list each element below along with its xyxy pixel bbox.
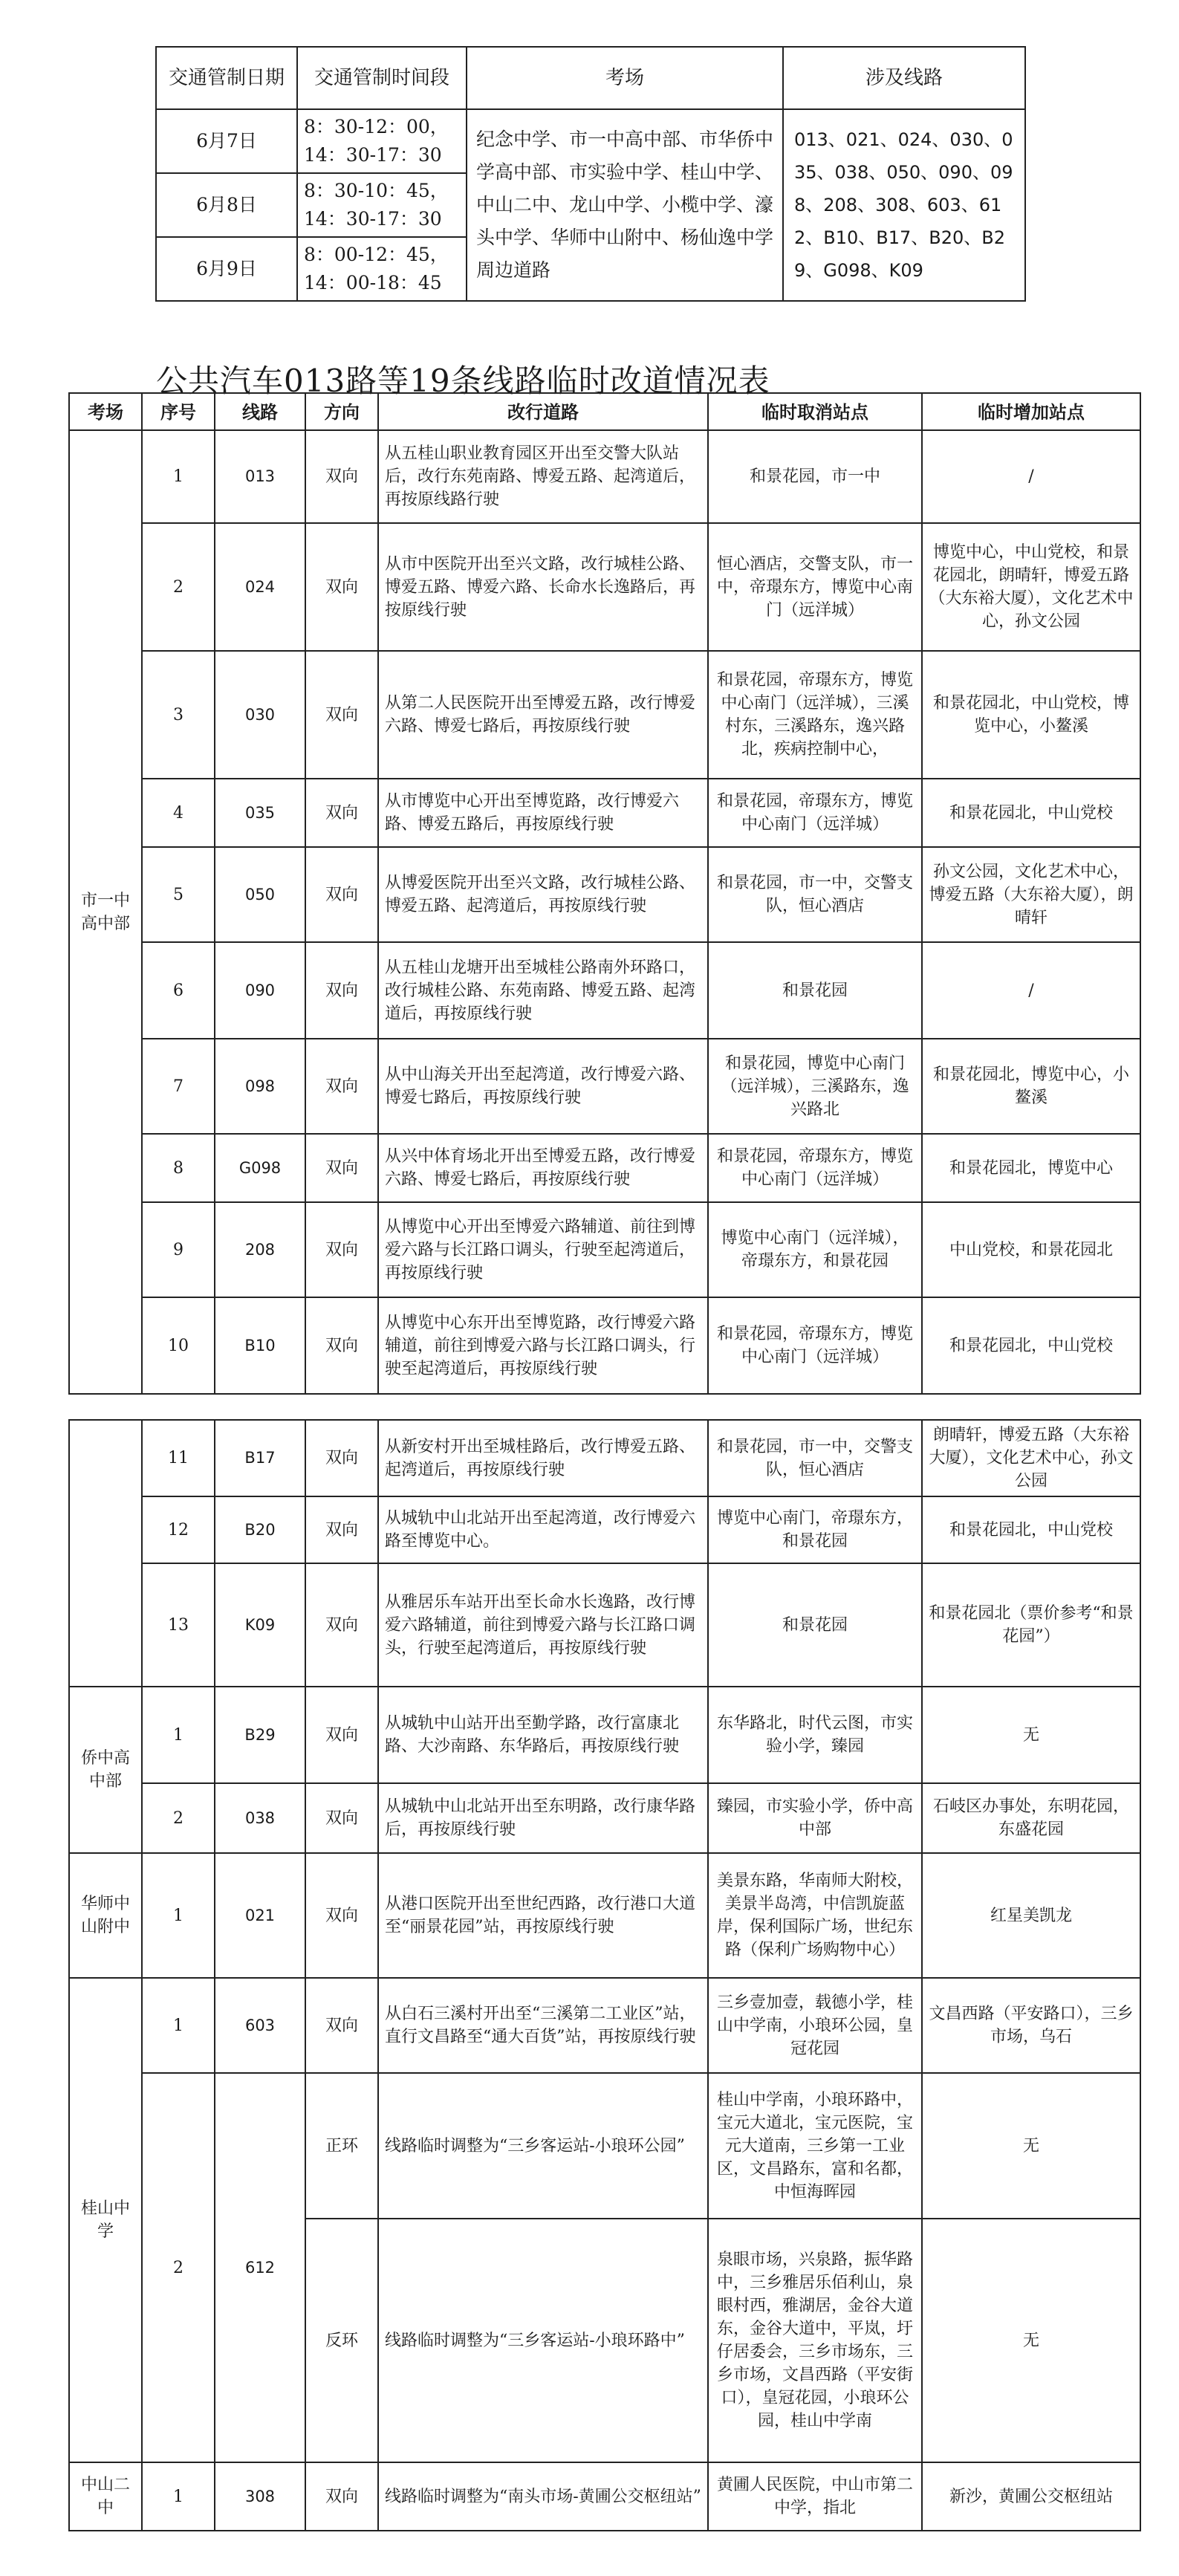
row-route: 021 (215, 1853, 305, 1978)
row-added: 和景花园北，博览中心 (922, 1134, 1140, 1202)
row-cancelled: 和景花园，市一中，交警支队，恒心酒店 (708, 847, 922, 942)
row-detour: 从新安村开出至城桂路后，改行博爱五路、起湾道后，再按原线行驶 (378, 1420, 708, 1496)
row-no: 10 (142, 1297, 215, 1394)
row-detour: 线路临时调整为“南头市场-黄圃公交枢纽站” (378, 2462, 708, 2531)
row-detour: 从雅居乐车站开出至长命水长逸路，改行博爱六路辅道，前往到博爱六路与长江路口调头，行驶至起湾道后，再按原线行驶 (378, 1563, 708, 1687)
row-no: 1 (142, 430, 215, 523)
row-cancelled: 桂山中学南，小琅环路中，宝元大道北，宝元医院，宝元大道南，三乡第一工业区，文昌路东，富和名都，中恒海晖园 (708, 2073, 922, 2219)
header-cancelled-stops: 临时取消站点 (708, 393, 922, 430)
row-added: 和景花园北，中山党校，博览中心，小鳌溪 (922, 651, 1140, 779)
row-direction: 反环 (305, 2219, 378, 2462)
row-route: G098 (215, 1134, 305, 1202)
control-header-venue: 考场 (467, 47, 783, 109)
row-direction: 双向 (305, 1496, 378, 1563)
row-detour: 从博爱医院开出至兴文路，改行城桂公路、博爱五路、起湾道后，再按原线行驶 (378, 847, 708, 942)
row-detour: 从中山海关开出至起湾道，改行博爱六路、博爱七路后，再按原线行驶 (378, 1039, 708, 1134)
row-cancelled: 三乡壹加壹，载德小学，桂山中学南，小琅环公园，皇冠花园 (708, 1978, 922, 2073)
row-cancelled: 东华路北，时代云图，市实验小学，臻园 (708, 1687, 922, 1783)
row-direction: 双向 (305, 523, 378, 651)
table-row (69, 1563, 1140, 1687)
row-no: 8 (142, 1134, 215, 1202)
row-added: 无 (922, 2219, 1140, 2462)
table-row (69, 2462, 1140, 2531)
row-cancelled: 黄圃人民医院，中山市第二中学，指北 (708, 2462, 922, 2531)
control-row (156, 109, 1025, 173)
control-routes: 013、021、024、030、035、038、050、090、098、208、308、603、612、B10、B17、B20、B29、G098、K09 (783, 109, 1025, 301)
row-direction: 正环 (305, 2073, 378, 2219)
row-route: B10 (215, 1297, 305, 1394)
row-cancelled: 泉眼市场，兴泉路，振华路中，三乡雅居乐佰利山，泉眼村西，雅湖居，金谷大道东，金谷大道中，平岚，圩仔居委会，三乡市场东，三乡市场，文昌西路（平安街口），皇冠花园，小琅环公园，桂山中学南 (708, 2219, 922, 2462)
row-no: 7 (142, 1039, 215, 1134)
table-row (69, 1420, 1140, 1496)
row-route: 090 (215, 942, 305, 1039)
row-detour: 从市博览中心开出至博览路，改行博爱六路、博爱五路后，再按原线行驶 (378, 779, 708, 847)
row-added: 红星美凯龙 (922, 1853, 1140, 1978)
row-cancelled: 和景花园，帝璟东方，博览中心南门（远洋城） (708, 1134, 922, 1202)
row-cancelled: 博览中心南门，帝璟东方，和景花园 (708, 1496, 922, 1563)
row-no: 6 (142, 942, 215, 1039)
control-header-routes: 涉及线路 (783, 47, 1025, 109)
detour-header-row (69, 393, 1140, 430)
row-detour: 从博览中心开出至博爱六路辅道、前往到博爱六路与长江路口调头，行驶至起湾道后，再按原线行驶 (378, 1202, 708, 1297)
row-detour: 从市中医院开出至兴文路，改行城桂公路、博爱五路、博爱六路、长命水长逸路后，再按原线行驶 (378, 523, 708, 651)
table-row (69, 942, 1140, 1039)
header-no: 序号 (142, 393, 215, 430)
row-no: 1 (142, 2462, 215, 2531)
venue-cell: 侨中高中部 (69, 1687, 142, 1853)
row-cancelled: 和景花园，帝璟东方，博览中心南门（远洋城） (708, 1297, 922, 1394)
venue-cell-continued (69, 1420, 142, 1687)
row-route: B29 (215, 1687, 305, 1783)
table-row (69, 1134, 1140, 1202)
row-added: 和景花园北（票价参考“和景花园”） (922, 1563, 1140, 1687)
row-detour: 从白石三溪村开出至“三溪第二工业区”站，直行文昌路至“通大百货”站，再按原线行驶 (378, 1978, 708, 2073)
row-no: 1 (142, 1978, 215, 2073)
row-route: B20 (215, 1496, 305, 1563)
row-added: 和景花园北，博览中心，小鳌溪 (922, 1039, 1140, 1134)
row-detour: 从五桂山职业教育园区开出至交警大队站后，改行东苑南路、博爱五路、起湾道后，再按原线路行驶 (378, 430, 708, 523)
row-detour: 线路临时调整为“三乡客运站-小琅环路中” (378, 2219, 708, 2462)
venue-cell: 市一中高中部 (69, 430, 142, 1394)
row-route: 035 (215, 779, 305, 847)
traffic-control-table (155, 46, 1026, 302)
row-no: 13 (142, 1563, 215, 1687)
row-no: 2 (142, 2073, 215, 2462)
row-added: 朗晴轩，博爱五路（大东裕大厦），文化艺术中心，孙文公园 (922, 1420, 1140, 1496)
table-row (69, 1496, 1140, 1563)
row-no: 11 (142, 1420, 215, 1496)
row-direction: 双向 (305, 651, 378, 779)
table-row (69, 1687, 1140, 1783)
table-row (69, 2073, 1140, 2219)
row-direction: 双向 (305, 1853, 378, 1978)
table-row (69, 1202, 1140, 1297)
control-time: 8：00-12：45，14：00-18：45 (297, 237, 467, 301)
row-added: 新沙，黄圃公交枢纽站 (922, 2462, 1140, 2531)
table-row (69, 1297, 1140, 1394)
table-row (69, 1039, 1140, 1134)
row-cancelled: 博览中心南门（远洋城），帝璟东方，和景花园 (708, 1202, 922, 1297)
row-added: 和景花园北，中山党校 (922, 1297, 1140, 1394)
control-time: 8：30-12：00，14：30-17：30 (297, 109, 467, 173)
venue-cell: 中山二中 (69, 2462, 142, 2531)
table-row (69, 430, 1140, 523)
row-no: 4 (142, 779, 215, 847)
row-cancelled: 和景花园，市一中，交警支队，恒心酒店 (708, 1420, 922, 1496)
row-direction: 双向 (305, 1783, 378, 1853)
row-detour: 从五桂山龙塘开出至城桂公路南外环路口，改行城桂公路、东苑南路、博爱五路、起湾道后，再按原线行驶 (378, 942, 708, 1039)
row-route: B17 (215, 1420, 305, 1496)
table-row (69, 779, 1140, 847)
control-header-time: 交通管制时间段 (297, 47, 467, 109)
row-no: 1 (142, 1853, 215, 1978)
control-date: 6月8日 (156, 173, 297, 237)
row-cancelled: 和景花园 (708, 942, 922, 1039)
detour-table (68, 392, 1141, 1395)
row-cancelled: 和景花园 (708, 1563, 922, 1687)
row-route: 050 (215, 847, 305, 942)
row-direction: 双向 (305, 1202, 378, 1297)
row-no: 3 (142, 651, 215, 779)
row-no: 2 (142, 523, 215, 651)
row-added: 中山党校，和景花园北 (922, 1202, 1140, 1297)
row-added: 无 (922, 1687, 1140, 1783)
row-cancelled: 和景花园，帝璟东方，博览中心南门（远洋城），三溪村东，三溪路东，逸兴路北，疾病控制中心， (708, 651, 922, 779)
control-date: 6月9日 (156, 237, 297, 301)
row-route: 208 (215, 1202, 305, 1297)
row-added: 孙文公园，文化艺术中心，博爱五路（大东裕大厦），朗晴轩 (922, 847, 1140, 942)
venue-cell: 桂山中学 (69, 1978, 142, 2462)
row-direction: 双向 (305, 1420, 378, 1496)
row-detour: 从城轨中山北站开出至起湾道，改行博爱六路至博览中心。 (378, 1496, 708, 1563)
row-route: 603 (215, 1978, 305, 2073)
header-added-stops: 临时增加站点 (922, 393, 1140, 430)
row-direction: 双向 (305, 847, 378, 942)
row-direction: 双向 (305, 1687, 378, 1783)
row-route: 098 (215, 1039, 305, 1134)
row-direction: 双向 (305, 2462, 378, 2531)
detour-table-continued (68, 1419, 1141, 2531)
row-detour: 线路临时调整为“三乡客运站-小琅环公园” (378, 2073, 708, 2219)
header-direction: 方向 (305, 393, 378, 430)
row-route: 013 (215, 430, 305, 523)
row-direction: 双向 (305, 430, 378, 523)
control-date: 6月7日 (156, 109, 297, 173)
row-detour: 从第二人民医院开出至博爱五路，改行博爱六路、博爱七路后，再按原线行驶 (378, 651, 708, 779)
row-direction: 双向 (305, 1039, 378, 1134)
page-title: 公共汽车013路等19条线路临时改道情况表 (156, 363, 770, 399)
row-added: 文昌西路（平安路口），三乡市场，乌石 (922, 1978, 1140, 2073)
row-no: 9 (142, 1202, 215, 1297)
row-added: 和景花园北，中山党校 (922, 1496, 1140, 1563)
row-cancelled: 和景花园，市一中 (708, 430, 922, 523)
control-header-date: 交通管制日期 (156, 47, 297, 109)
row-direction: 双向 (305, 1297, 378, 1394)
control-header-row (156, 47, 1025, 109)
row-cancelled: 和景花园，博览中心南门（远洋城），三溪路东，逸兴路北 (708, 1039, 922, 1134)
row-route: 024 (215, 523, 305, 651)
row-no: 5 (142, 847, 215, 942)
row-route: K09 (215, 1563, 305, 1687)
row-direction: 双向 (305, 779, 378, 847)
row-no: 1 (142, 1687, 215, 1783)
table-row (69, 651, 1140, 779)
row-direction: 双向 (305, 1134, 378, 1202)
row-detour: 从博览中心东开出至博览路，改行博爱六路辅道，前往到博爱六路与长江路口调头，行驶至起湾道后，再按原线行驶 (378, 1297, 708, 1394)
control-venues: 纪念中学、市一中高中部、市华侨中学高中部、市实验中学、桂山中学、中山二中、龙山中学、小榄中学、濠头中学、华师中山附中、杨仙逸中学周边道路 (467, 109, 783, 301)
row-no: 12 (142, 1496, 215, 1563)
row-direction: 双向 (305, 1978, 378, 2073)
row-added: 和景花园北，中山党校 (922, 779, 1140, 847)
row-route: 308 (215, 2462, 305, 2531)
row-detour: 从港口医院开出至世纪西路，改行港口大道至“丽景花园”站，再按原线行驶 (378, 1853, 708, 1978)
row-added: 石岐区办事处，东明花园，东盛花园 (922, 1783, 1140, 1853)
header-detour: 改行道路 (378, 393, 708, 430)
row-direction: 双向 (305, 1563, 378, 1687)
row-cancelled: 美景东路，华南师大附校，美景半岛湾，中信凯旋蓝岸，保利国际广场，世纪东路（保利广场购物中心） (708, 1853, 922, 1978)
row-route: 030 (215, 651, 305, 779)
row-added: 博览中心，中山党校，和景花园北，朗晴轩，博爱五路（大东裕大厦），文化艺术中心，孙文公园 (922, 523, 1140, 651)
row-cancelled: 和景花园，帝璟东方，博览中心南门（远洋城） (708, 779, 922, 847)
row-added: / (922, 942, 1140, 1039)
row-route: 038 (215, 1783, 305, 1853)
row-cancelled: 恒心酒店，交警支队，市一中，帝璟东方，博览中心南门（远洋城） (708, 523, 922, 651)
row-direction: 双向 (305, 942, 378, 1039)
control-time: 8：30-10：45，14：30-17：30 (297, 173, 467, 237)
row-route: 612 (215, 2073, 305, 2462)
header-route: 线路 (215, 393, 305, 430)
row-added: / (922, 430, 1140, 523)
venue-cell: 华师中山附中 (69, 1853, 142, 1978)
table-row (69, 523, 1140, 651)
table-row (69, 1783, 1140, 1853)
row-detour: 从城轨中山北站开出至东明路，改行康华路后，再按原线行驶 (378, 1783, 708, 1853)
row-cancelled: 臻园，市实验小学，侨中高中部 (708, 1783, 922, 1853)
row-detour: 从城轨中山站开出至勤学路，改行富康北路、大沙南路、东华路后，再按原线行驶 (378, 1687, 708, 1783)
header-venue: 考场 (69, 393, 142, 430)
row-detour: 从兴中体育场北开出至博爱五路，改行博爱六路、博爱七路后，再按原线行驶 (378, 1134, 708, 1202)
table-row (69, 1978, 1140, 2073)
table-row (69, 847, 1140, 942)
table-row (69, 1853, 1140, 1978)
row-no: 2 (142, 1783, 215, 1853)
row-added: 无 (922, 2073, 1140, 2219)
